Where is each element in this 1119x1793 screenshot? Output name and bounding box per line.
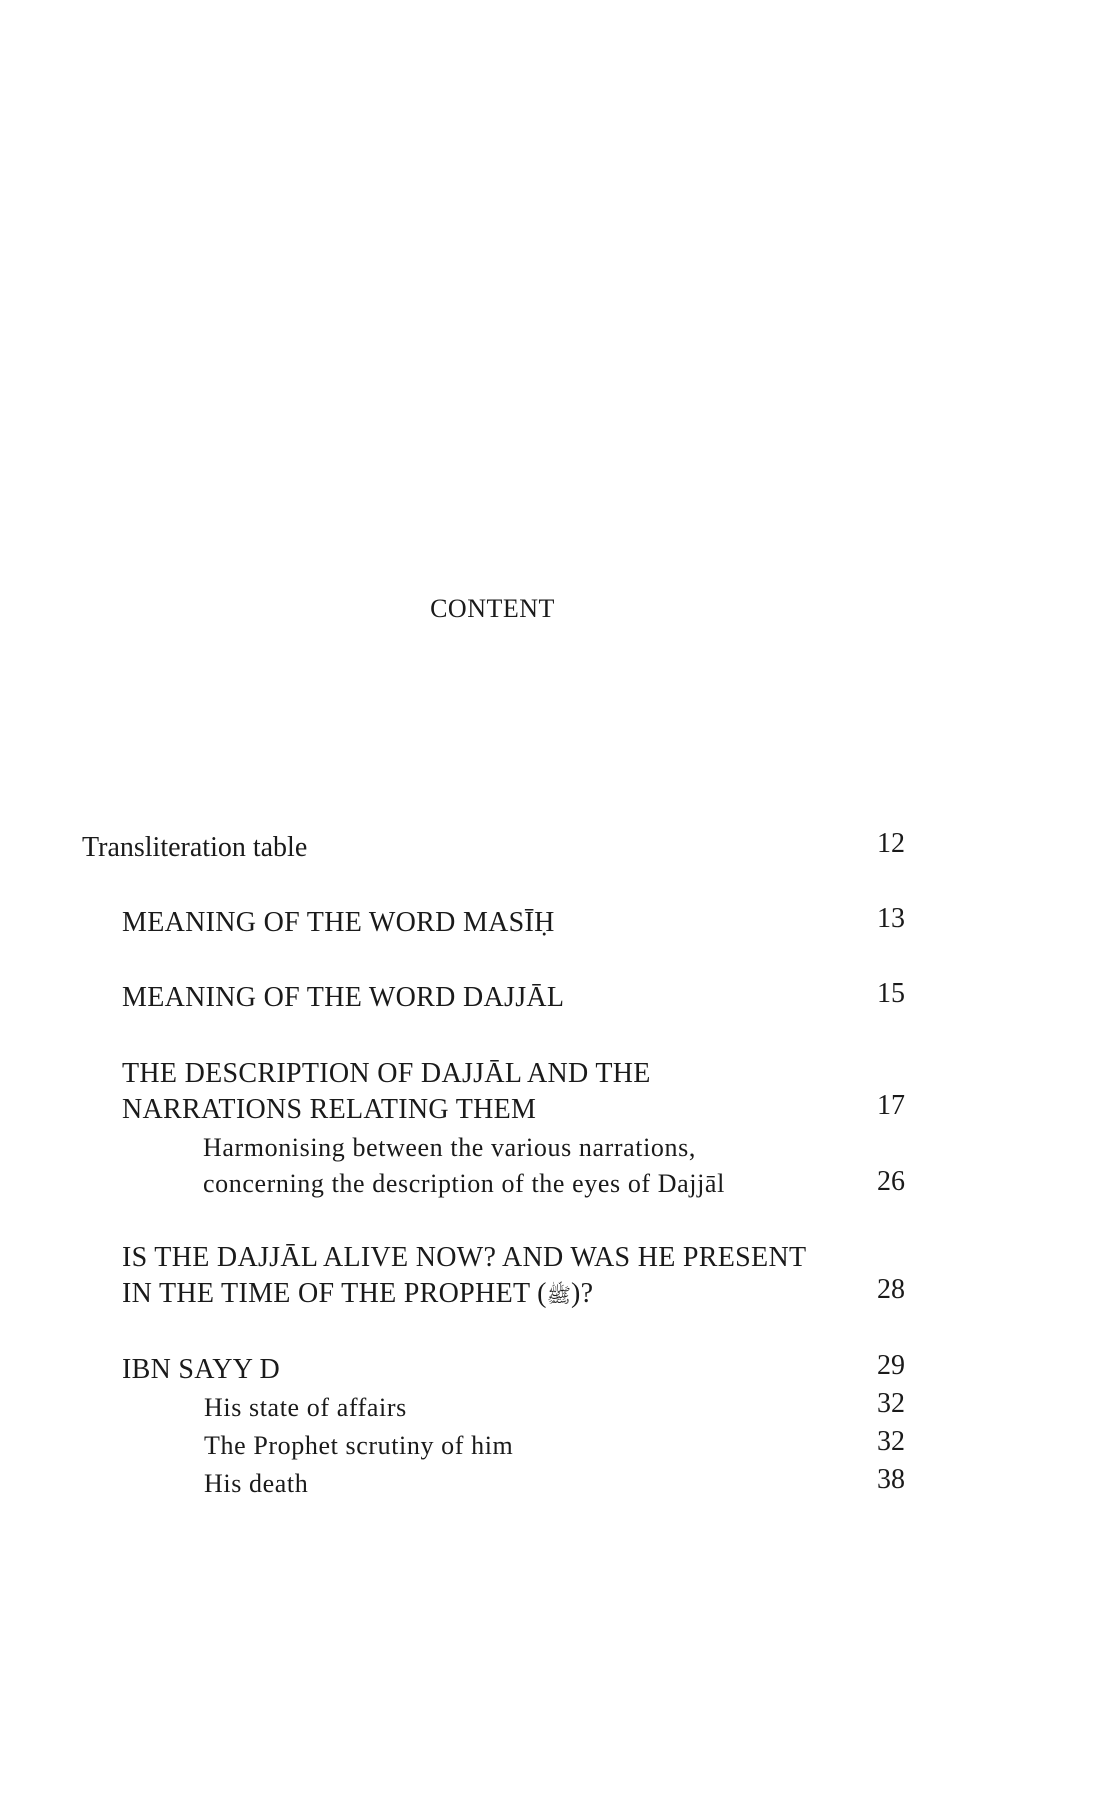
page-title: CONTENT [430,594,555,623]
toc-subentry-prophet-scrutiny: The Prophet scrutiny of him [204,1431,514,1460]
toc-page-number: 28 [877,1274,905,1305]
toc-entry-alive-line2 [122,1276,593,1313]
toc-page-number: 38 [877,1464,905,1495]
toc-subentry-harmonising-line2: concerning the description of the eyes of Dajjāl [203,1169,725,1198]
toc-entry-meaning-dajjal: MEANING OF THE WORD DAJJĀL [122,982,565,1013]
toc-entry-ibn-sayyad: IBN SAYY D [122,1354,281,1385]
toc-page-number: 13 [877,903,905,934]
toc-entry-meaning-masih: MEANING OF THE WORD MASĪḤ [122,907,555,938]
toc-subentry-state-of-affairs: His state of affairs [204,1393,407,1422]
toc-page-number: 29 [877,1350,905,1381]
toc-entry-transliteration: Transliteration table [82,832,308,863]
toc-page-number: 26 [877,1166,905,1197]
salawat-symbol: ﷺ [546,1283,571,1307]
toc-entry-description-line1: THE DESCRIPTION OF DAJJĀL AND THE [122,1058,651,1089]
toc-subentry-his-death: His death [204,1469,309,1498]
toc-page-number: 15 [877,978,905,1009]
toc-entry-alive-line2-prefix: IN THE TIME OF THE PROPHET ( [122,1278,547,1309]
toc-page-number: 12 [877,828,905,859]
toc-page-number: 32 [877,1426,905,1457]
toc-entry-description-line2: NARRATIONS RELATING THEM [122,1094,537,1125]
toc-entry-alive-line1: IS THE DAJJĀL ALIVE NOW? AND WAS HE PRESENT [122,1242,807,1273]
toc-entry-alive-line2-suffix: )? [570,1278,594,1309]
toc-page-number: 17 [877,1090,905,1121]
toc-subentry-harmonising-line1: Harmonising between the various narrations, [203,1133,696,1162]
toc-page-number: 32 [877,1388,905,1419]
